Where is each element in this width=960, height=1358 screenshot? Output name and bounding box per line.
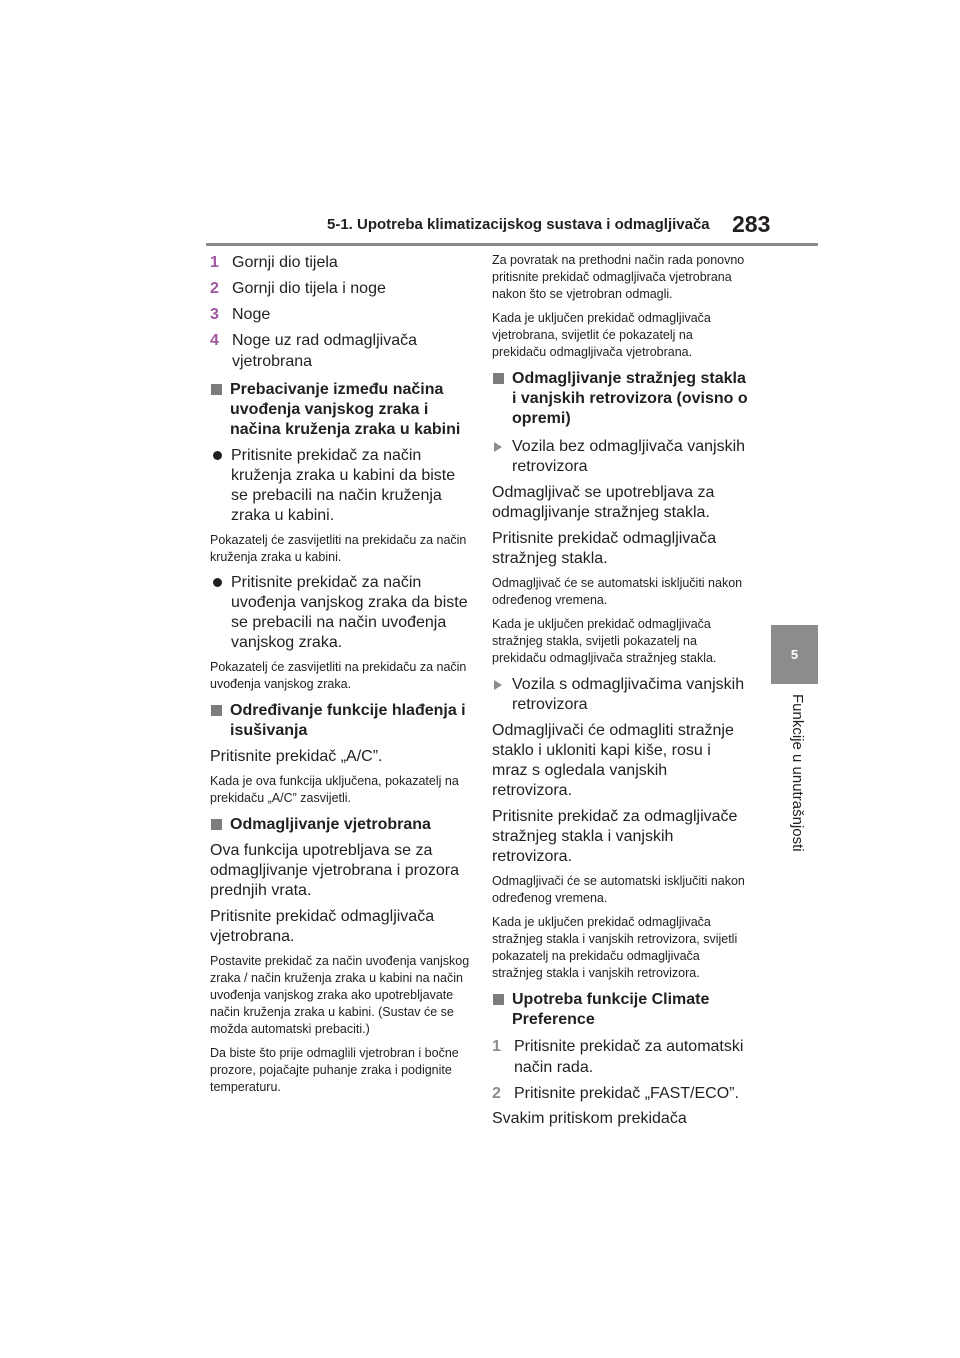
step-number: 1 <box>210 254 219 271</box>
heading-text: Odmagljivanje stražnjeg stakla i vanjskih retrovizora (ovisno o opremi) <box>512 370 748 427</box>
note-text: Kada je ova funkcija uključena, pokazatelj na prekidaču „A/C” zasvijetli. <box>210 774 459 805</box>
section-heading <box>210 815 475 835</box>
section-heading <box>492 369 750 429</box>
bullet-text: Pritisnite prekidač za način kruženja zraka u kabini da biste se prebacili na način kruženja zraka u kabini. <box>231 447 456 524</box>
note-text: Da biste što prije odmaglili vjetrobran i bočne prozore, pojačajte puhanje zraka i podignite temperaturu. <box>210 1046 459 1094</box>
chapter-number: 5 <box>790 647 799 662</box>
vehicle-variant-item <box>492 675 750 715</box>
page-number: 283 <box>732 211 771 237</box>
heading-square-icon <box>211 705 222 716</box>
section-heading <box>210 380 475 440</box>
note-text: Postavite prekidač za način uvođenja vanjskog zraka / način kruženja zraka u kabini na način uvođenja vanjskog zraka ako upotrebljavate način kruženja zraka u kabini. (Sustav će se možda automatski prebaciti.) <box>210 954 470 1036</box>
step-item <box>210 278 475 299</box>
vehicle-variant-item <box>492 437 750 477</box>
variant-text: Vozila s odmagljivačima vanjskih retrovizora <box>512 676 745 713</box>
note-text: Za povratak na prethodni način rada ponovno pritisnite prekidač odmagljivača vjetrobrana nakon što se vjetrobran odmagli. <box>492 253 745 301</box>
section-heading <box>492 990 750 1030</box>
variant-text: Vozila bez odmagljivača vanjskih retrovizora <box>512 438 746 475</box>
heading-text: Određivanje funkcije hlađenja i isušivanja <box>230 702 466 739</box>
heading-text: Odmagljivanje vjetrobrana <box>230 816 431 833</box>
left-column <box>210 252 475 1103</box>
header-divider <box>206 243 818 246</box>
heading-square-icon <box>493 994 504 1005</box>
body-text: Odmagljivač se upotrebljava za odmagljivanje stražnjeg stakla. <box>492 484 715 521</box>
step-number: 1 <box>492 1038 501 1055</box>
bullet-dot-icon <box>213 451 222 460</box>
body-text: Svakim pritiskom prekidača <box>492 1110 687 1127</box>
step-text: Pritisnite prekidač za automatski način rada. <box>514 1038 744 1076</box>
heading-text: Upotreba funkcije Climate Preference <box>512 991 710 1028</box>
step-item <box>210 304 475 325</box>
section-header-title: 5-1. Upotreba klimatizacijskog sustava i odmagljivača <box>327 216 710 233</box>
section-heading <box>210 701 475 741</box>
right-column <box>492 252 750 1135</box>
chapter-tab-label: Funkcije u unutrašnjosti <box>789 694 806 852</box>
note-text: Odmagljivači će se automatski isključiti nakon određenog vremena. <box>492 874 745 905</box>
triangle-arrow-icon <box>494 442 502 452</box>
body-text: Ova funkcija upotrebljava se za odmagljivanje vjetrobrana i prozora prednjih vrata. <box>210 842 460 899</box>
step-text: Gornji dio tijela <box>232 254 338 271</box>
bullet-item <box>210 573 475 653</box>
body-text: Pritisnite prekidač odmagljivača vjetrobrana. <box>210 908 435 945</box>
bullet-item <box>210 446 475 526</box>
bullet-text: Pritisnite prekidač za način uvođenja vanjskog zraka da biste se prebacili na način uvođenja vanjskog zraka. <box>231 574 468 651</box>
step-text: Noge <box>232 306 271 323</box>
note-text: Pokazatelj će zasvijetliti na prekidaču za način uvođenja vanjskog zraka. <box>210 660 467 691</box>
step-number: 2 <box>492 1085 501 1102</box>
note-text: Kada je uključen prekidač odmagljivača vjetrobrana, svijetlit će pokazatelj na prekidaču odmagljivača vjetrobrana. <box>492 311 711 359</box>
note-text: Kada je uključen prekidač odmagljivača stražnjeg stakla, svijetli pokazatelj na prekidaču odmagljivača stražnjeg stakla. <box>492 617 717 665</box>
step-text: Pritisnite prekidač „FAST/ECO”. <box>514 1085 739 1102</box>
step-item <box>210 330 475 372</box>
step-number: 2 <box>210 280 219 297</box>
body-text: Pritisnite prekidač za odmagljivače stražnjeg stakla i vanjskih retrovizora. <box>492 808 738 865</box>
note-text: Kada je uključen prekidač odmagljivača stražnjeg stakla i vanjskih retrovizora, svijetli pokazatelj na prekidaču odmagljivača stražnjeg stakla i vanjskih retrovizora. <box>492 915 738 980</box>
heading-square-icon <box>493 373 504 384</box>
note-text: Odmagljivač će se automatski isključiti nakon određenog vremena. <box>492 576 743 607</box>
heading-square-icon <box>211 384 222 395</box>
step-item <box>492 1036 750 1078</box>
bullet-dot-icon <box>213 578 222 587</box>
heading-square-icon <box>211 819 222 830</box>
body-text: Odmagljivači će odmagliti stražnje staklo i ukloniti kapi kiše, rosu i mraz s ogledala vanjskih retrovizora. <box>492 722 734 799</box>
body-text: Pritisnite prekidač odmagljivača stražnjeg stakla. <box>492 530 717 567</box>
step-item <box>210 252 475 273</box>
body-text: Pritisnite prekidač „A/C”. <box>210 748 383 765</box>
chapter-tab[interactable] <box>771 625 818 684</box>
step-text: Gornji dio tijela i noge <box>232 280 386 297</box>
step-text: Noge uz rad odmagljivača vjetrobrana <box>232 332 417 370</box>
note-text: Pokazatelj će zasvijetliti na prekidaču za način kruženja zraka u kabini. <box>210 533 467 564</box>
step-number: 3 <box>210 306 219 323</box>
triangle-arrow-icon <box>494 680 502 690</box>
step-number: 4 <box>210 332 219 349</box>
heading-text: Prebacivanje između načina uvođenja vanjskog zraka i načina kruženja zraka u kabini <box>230 381 461 438</box>
step-item <box>492 1083 750 1104</box>
